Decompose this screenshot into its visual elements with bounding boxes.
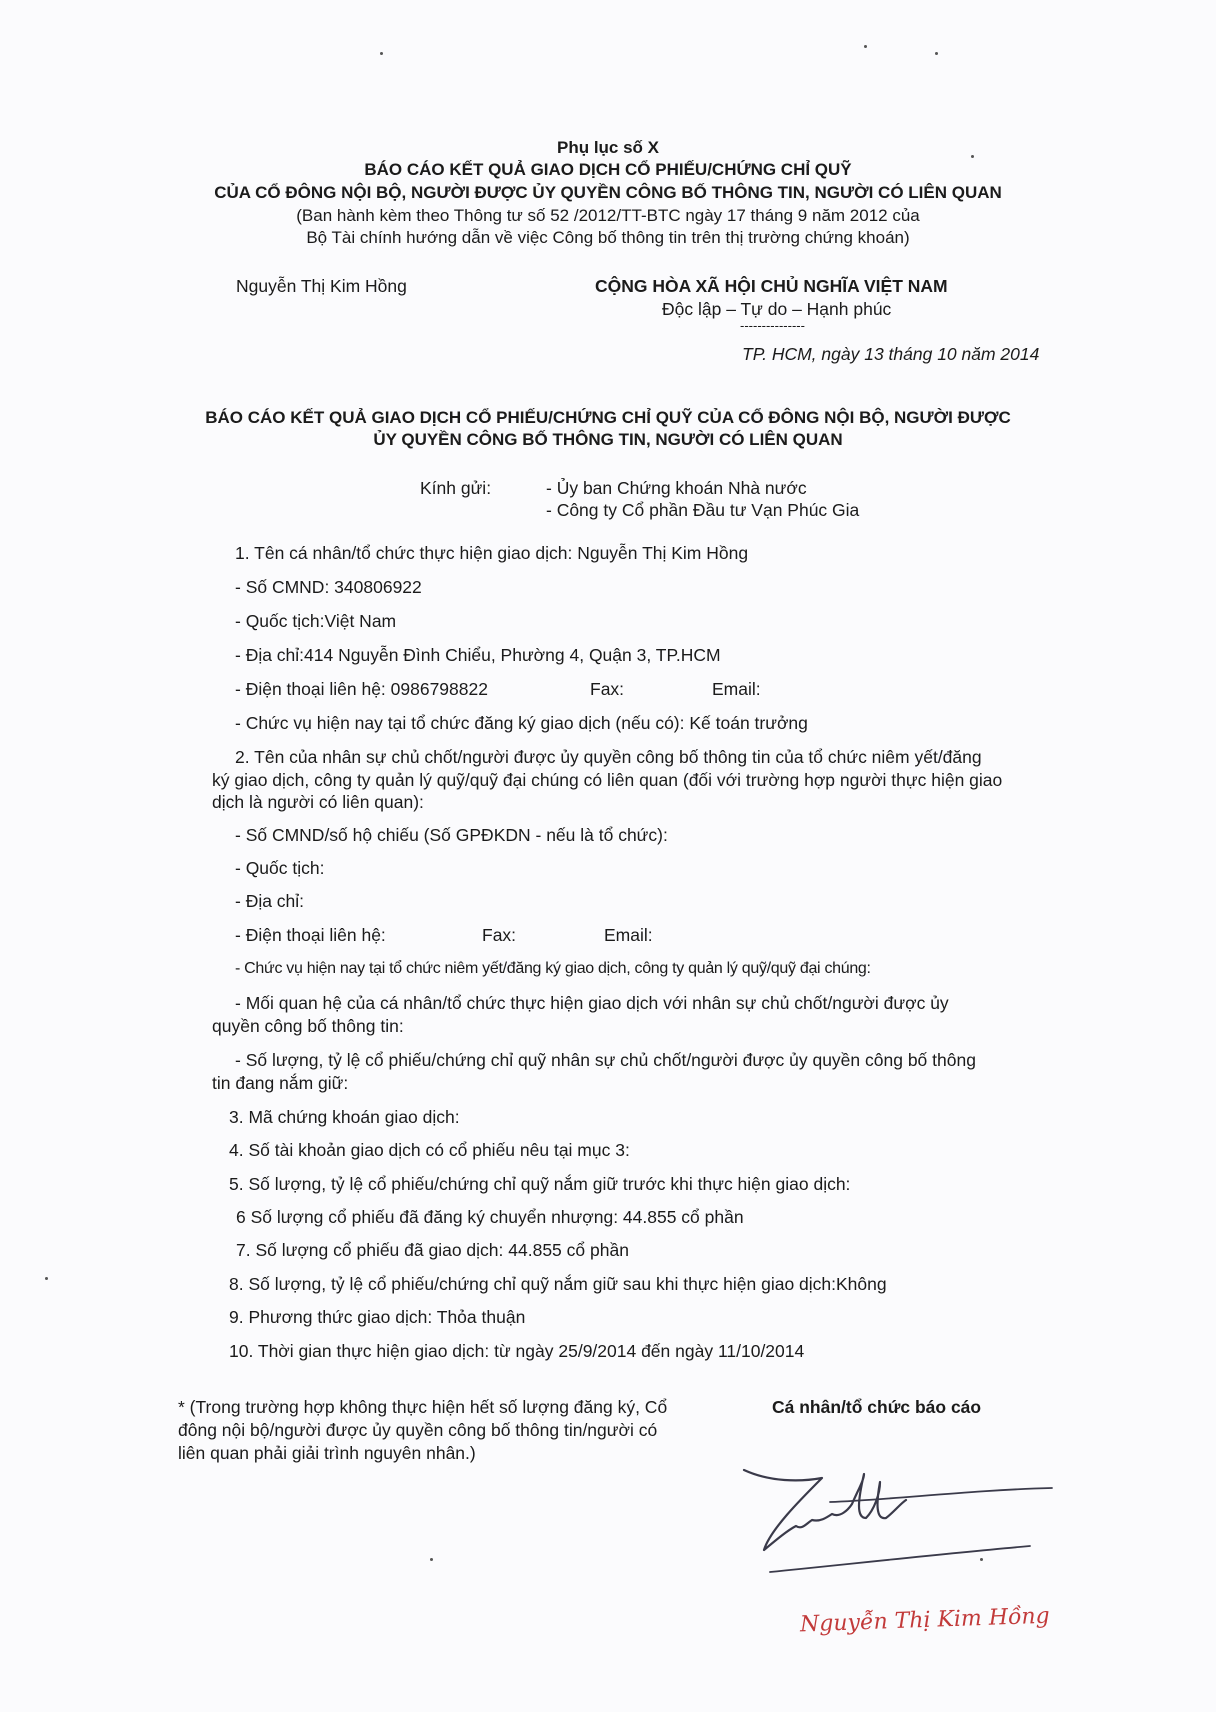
section1-id: - Số CMND: 340806922 <box>235 577 422 597</box>
scan-speck <box>45 1277 48 1280</box>
section1-phone: - Điện thoại liên hệ: 0986798822 <box>235 679 488 699</box>
section2-nationality: - Quốc tịch: <box>235 858 325 878</box>
footnote-line2: đông nội bộ/người được ủy quyền công bố thông tin/người có <box>178 1420 658 1440</box>
section1-nationality: - Quốc tịch:Việt Nam <box>235 611 397 631</box>
recipient-item: - Ủy ban Chứng khoán Nhà nước <box>546 478 807 498</box>
section1-fax: Fax: <box>590 679 625 699</box>
republic-divider: --------------- <box>740 318 805 333</box>
section2-relation-line1: - Mối quan hệ của cá nhân/tổ chức thực hiện giao dịch với nhân sự chủ chốt/người được ủy <box>235 993 949 1013</box>
section1-title: 1. Tên cá nhân/tổ chức thực hiện giao dịch: Nguyễn Thị Kim Hồng <box>235 543 749 563</box>
section2-phone: - Điện thoại liên hệ: <box>235 925 386 945</box>
item-10: 10. Thời gian thực hiện giao dịch: từ ngày 25/9/2014 đến ngày 11/10/2014 <box>229 1341 805 1361</box>
section2-title-line2: ký giao dịch, công ty quản lý quỹ/quỹ đại chúng có liên quan (đối với trường hợp người thực hiện giao <box>212 770 1003 790</box>
report-title-line2: ỦY QUYỀN CÔNG BỐ THÔNG TIN, NGƯỜI CÓ LIÊN QUAN <box>373 430 843 449</box>
section2-email: Email: <box>604 925 653 945</box>
place-date: TP. HCM, ngày 13 tháng 10 năm 2014 <box>742 344 1040 364</box>
scan-speck <box>430 1558 433 1561</box>
header-title-line1: BÁO CÁO KẾT QUẢ GIAO DỊCH CỔ PHIẾU/CHỨNG CHỈ QUỸ <box>364 160 852 179</box>
section2-title-line3: dịch là người có liên quan): <box>212 792 424 812</box>
item-6: 6 Số lượng cổ phiếu đã đăng ký chuyển nhượng: 44.855 cổ phần <box>236 1207 744 1227</box>
appendix-label: Phụ lục số X <box>556 138 660 157</box>
section2-relation-line2: quyền công bố thông tin: <box>212 1016 404 1036</box>
scan-speck <box>380 52 383 55</box>
handwritten-name: Nguyễn Thị Kim Hồng <box>799 1603 1051 1638</box>
section1-position: - Chức vụ hiện nay tại tổ chức đăng ký giao dịch (nếu có): Kế toán trưởng <box>235 713 808 733</box>
section1-address: - Địa chỉ:414 Nguyễn Đình Chiểu, Phường 4, Quận 3, TP.HCM <box>235 645 721 665</box>
issued-line1: (Ban hành kèm theo Thông tư số 52 /2012/TT-BTC ngày 17 tháng 9 năm 2012 của <box>296 206 920 225</box>
item-3: 3. Mã chứng khoán giao dịch: <box>229 1107 460 1127</box>
section2-id: - Số CMND/số hộ chiếu (Số GPĐKDN - nếu là tổ chức): <box>235 825 668 845</box>
section2-position: - Chức vụ hiện nay tại tổ chức niêm yết/đăng ký giao dịch, công ty quản lý quỹ/quỹ đại chúng: <box>235 960 871 977</box>
recipient-item: - Công ty Cổ phần Đầu tư Vạn Phúc Gia <box>546 500 860 520</box>
item-9: 9. Phương thức giao dịch: Thỏa thuận <box>229 1307 526 1327</box>
header-title-line2: CỦA CỔ ĐÔNG NỘI BỘ, NGƯỜI ĐƯỢC ỦY QUYỀN CÔNG BỐ THÔNG TIN, NGƯỜI CÓ LIÊN QUAN <box>214 183 1002 202</box>
sender-name: Nguyễn Thị Kim Hồng <box>236 276 407 296</box>
handwritten-signature <box>730 1460 1070 1580</box>
section1-email: Email: <box>712 679 761 699</box>
scan-speck <box>971 155 974 158</box>
item-5: 5. Số lượng, tỷ lệ cổ phiếu/chứng chỉ quỹ nắm giữ trước khi thực hiện giao dịch: <box>229 1174 851 1194</box>
footnote-line3: liên quan phải giải trình nguyên nhân.) <box>178 1443 476 1463</box>
section2-holding-line2: tin đang nắm giữ: <box>212 1073 349 1093</box>
section2-fax: Fax: <box>482 925 517 945</box>
scan-speck <box>935 52 938 55</box>
recipients-label: Kính gửi: <box>420 478 492 498</box>
issued-line2: Bộ Tài chính hướng dẫn về việc Công bố thông tin trên thị trường chứng khoán) <box>306 228 910 247</box>
section2-title-line1: 2. Tên của nhân sự chủ chốt/người được ủy quyền công bố thông tin của tổ chức niêm yết/đăng <box>235 747 982 767</box>
section2-address: - Địa chỉ: <box>235 891 305 911</box>
republic-motto: Độc lập – Tự do – Hạnh phúc <box>662 299 892 319</box>
scan-speck <box>980 1558 983 1561</box>
scan-speck <box>864 45 867 48</box>
section2-holding-line1: - Số lượng, tỷ lệ cổ phiếu/chứng chỉ quỹ nhân sự chủ chốt/người được ủy quyền công bố thông <box>235 1050 976 1070</box>
report-title-line1: BÁO CÁO KẾT QUẢ GIAO DỊCH CỔ PHIẾU/CHỨNG CHỈ QUỸ CỦA CỔ ĐÔNG NỘI BỘ, NGƯỜI ĐƯỢC <box>205 408 1011 427</box>
republic-name: CỘNG HÒA XÃ HỘI CHỦ NGHĨA VIỆT NAM <box>595 276 948 296</box>
item-7: 7. Số lượng cổ phiếu đã giao dịch: 44.855 cổ phần <box>236 1240 629 1260</box>
signature-label: Cá nhân/tổ chức báo cáo <box>772 1397 982 1417</box>
item-8: 8. Số lượng, tỷ lệ cổ phiếu/chứng chỉ quỹ nắm giữ sau khi thực hiện giao dịch:Không <box>229 1274 887 1294</box>
item-4: 4. Số tài khoản giao dịch có cổ phiếu nêu tại mục 3: <box>229 1140 630 1160</box>
footnote-line1: * (Trong trường hợp không thực hiện hết số lượng đăng ký, Cổ <box>178 1397 668 1417</box>
